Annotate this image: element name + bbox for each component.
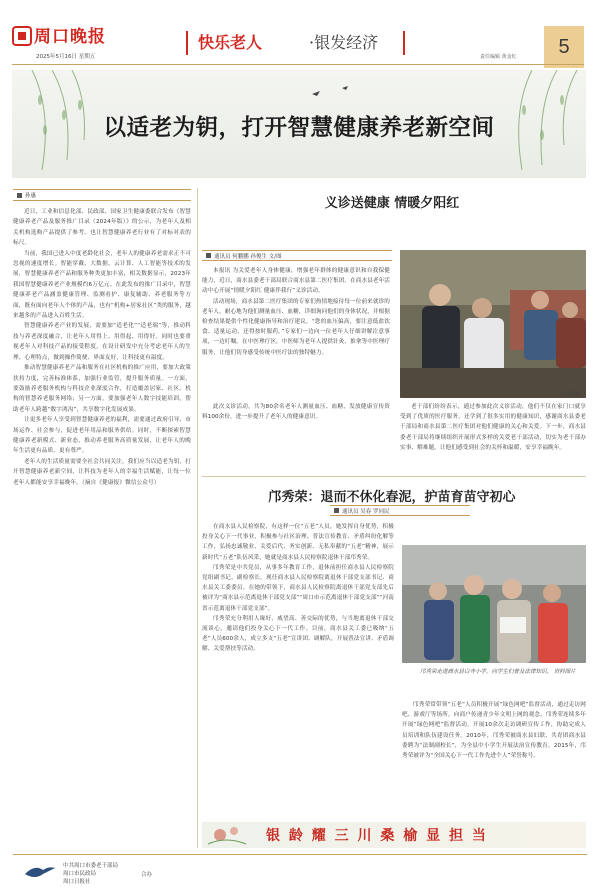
byline-marker-icon [334, 508, 339, 513]
story2-body-right [402, 700, 586, 818]
byline-marker-icon [206, 253, 211, 258]
story1-body-right [400, 402, 586, 470]
page-number: 5 [544, 26, 584, 68]
editor-credit: 责任编辑 黄金红 [480, 54, 517, 60]
story1-body-left-cont [202, 402, 390, 470]
paragraph: 本报讯 为关爱老年人身体健康，增强老年群体的健康意识和自我保健能力，近日，商水县委老干部局联合商水县第二医疗集团，在商水县老年活动中心开展“情暖夕阳红 健康伴我行”义诊活动。 [202, 268, 390, 295]
sponsor-item: 周口日报社 [63, 879, 91, 885]
byline-marker-icon [17, 193, 22, 198]
masthead [0, 0, 600, 72]
paper-name: 周口晚报 [34, 27, 106, 47]
story1-body-left [202, 266, 390, 396]
main-headline: 以适老为钥，打开智慧健康养老新空间 [103, 115, 495, 141]
story1-headline: 义诊送健康 情暖夕阳红 [324, 196, 460, 211]
footer-rule [13, 854, 587, 855]
sponsor-item: 周口市民政局 [63, 871, 97, 877]
paragraph: 让更多老年人享受到智慧健康养老的福利，需要通过政府引导、市场运作、社会参与，促进老年用品和服务供给。同时，不断探索智慧健康养老新模式、新业态，推动养老服务高质量发展，让老年人的晚年生活更有品质、更有尊严。 [13, 417, 191, 455]
sponsor-list [63, 862, 118, 886]
joint-organizer-label: 合办 [141, 872, 153, 878]
swallow-logo-icon [23, 860, 57, 884]
slogan-band [202, 822, 586, 848]
left-article [13, 189, 191, 852]
footer [13, 854, 587, 888]
flower-decoration-icon [206, 822, 266, 848]
story2-headline: 邝秀荣：退而不休化春泥，护苗育苗守初心 [268, 490, 516, 505]
story2-author: 通讯员 吴春 罗同民 [342, 508, 390, 515]
paragraph: 此次义诊活动，共为80余名老年人测量血压、血糖，发放健康宣传资料100余份，进一步提升了老年人的健康意识。 [202, 404, 390, 421]
paragraph: 近日，工业和信息化部、民政部、国家卫生健康委联合发布《智慧健康养老产品及服务推广目录（2024年版）》的公示，为老年人及相关机构选购产品提供了参考。也让智慧健康养老行业有了对标对表的标尺。 [13, 209, 191, 247]
paragraph: 推动智慧健康养老产品和服务在社区机构的推广应用，要加大政策扶持力度，完善标准体系，加强行业监管，提升服务质量。一方面，要鼓励养老服务机构与科技企业深度合作，打造覆盖居家、社区、机构的智慧养老服务网络；另一方面，要加强老年人数字技能培训，帮助老年人跨越“数字鸿沟”，共享数字化发展成果。 [13, 365, 191, 413]
paragraph: 在商水县人民检察院，有这样一位“五老”人员，她发挥自身优势，积极投身关心下一代事业，积极参与社区治理、普法宣传教育、矛盾纠纷化解等工作，弘扬忠诚敬业、关爱后代、务实创新、无私奉献的“五老”精神，展示新时代“五老”队伍风采，她就是商水县人民检察院退休干部邝秀荣。 [202, 524, 394, 561]
left-article-body [13, 207, 191, 488]
column-divider-left [186, 31, 188, 55]
story1-byline [202, 250, 392, 261]
paragraph: 当前，我国已进入中度老龄化社会，老年人的健康养老需求正不可忽视的速度增长。智能穿戴、大数据、云计算、人工智能等技术的发展，智慧健康养老产品和服务种类更加丰富，相关数据显示，2023年我国智慧健康养老产业规模约6万亿元。在此发布的推广目录中，智慧健康养老产品涵盖健康管理、监测看护、康复辅助、养老服务等方面，既有面向老年人个体的产品，也有“机构+居家社区”类的服务，越来越多的产品进入百姓生活。 [13, 250, 191, 320]
story1-author: 通讯员 何鹏鹏 孙俊生 文/图 [214, 253, 282, 260]
issue-date: 2025年5月16日 星期五 [36, 54, 96, 60]
paragraph: 邝秀荣常带领“五老”人员积极开展“绿色网吧”监督活动，通过走访网吧、游戏厅等场所，向商户传递青少年文明上网的观念。邝秀荣连续多年开展“绿色网吧”监督活动，开展10余次走访调研宣传工作，协助完成人员培训和队伍建设任务。2010年，邝秀荣被商水县妇联、共青团商水县委聘为“法制副校长”，为全县中小学生开展法治宣传教育。2015年，邝秀荣被评为“全国关心下一代工作先进个人”荣誉称号。 [402, 702, 586, 760]
school-visit-photo-icon [402, 545, 586, 663]
column-title: 快乐老人 [198, 33, 263, 52]
paper-logo-icon [12, 26, 32, 46]
paragraph: 活动现场，商水县第二医疗集团的专家们热情地接待每一位前来就诊的老年人，耐心地为他们测量血压、血糖，详细询问他们的身体状况，并根据检查结果提供个性化健康指导和治疗建议。“您的血压偏高，要注意低盐饮食、适量运动，还得按时服药。”专家们一边向一位老年人仔细讲解注意事项，一边叮嘱。在中医理疗区，中医师为老年人提供针灸、推拿等中医理疗服务，让他们切身感受传统中医疗法的独特魅力。 [202, 298, 390, 356]
paragraph: 邝秀荣是中共党员，从事多年教育工作，退休前担任商水县人民检察院党组副书记、副检察长。现任商水县人民检察院离退休干部党支部书记、商水县关工委委员。在她的带领下，商水县人民检察院离退休干部党支部先后被评为“商水县示范离退休干部党支部”“周口市示范离退休干部党支部”“河南省示范离退休干部党支部”。 [202, 564, 394, 612]
paragraph: 老年人的生活质量需要全社会共同关注。我们应当以适老为钥，打开智慧健康养老新空间，让科技为老年人的幸福生活赋能，让每一位老年人都能安享幸福晚年。（摘自《健康报》微信公众号） [13, 458, 191, 486]
story2-body-left [202, 522, 394, 818]
masthead-rule [12, 64, 584, 65]
paragraph: 邝秀荣充分利用人缘好、威望高、善交际的优势，与当地离退休干部交流谈心，邀请他们投身关心下一代工作。目前，商水县关工委已吸纳“五老”人员600余人，成立多支“五老”宣讲团、调解队，开展普法宣讲、矛盾调解、关爱帮扶等活动。 [202, 615, 394, 653]
story-divider [202, 476, 586, 477]
slogan-text: 银 龄 耀 三 川 桑 榆 显 担 当 [266, 828, 488, 844]
health-checkup-photo-icon [400, 250, 586, 398]
sponsor-item: 中共周口市委老干部局 [63, 863, 119, 869]
story2-photo-caption: 邝秀荣走进商水县白寺小学，向学生们普及法律知识。 资料图片 [420, 669, 576, 675]
story1-photo [400, 250, 586, 398]
story2-photo [402, 545, 586, 663]
left-article-author: 孙惠 [25, 193, 37, 199]
story1-photo-caption: 义诊现场。 [558, 391, 586, 397]
column-divider-right [403, 31, 405, 55]
paragraph: 老干部们纷纷表示，通过参加此次义诊活动，他们不仅在家门口就享受到了优质的医疗服务，还学到了很多实用的健康知识，感谢商水县委老干部局和商水县第二医疗集团对他们健康的关心和关爱。下一步，商水县委老干部局将继续组织开展形式多样的关爱老干部活动，切实为老干部办实事、解难题，让他们感受到社会的关怀和温暖，安享幸福晚年。 [400, 404, 586, 451]
headline-banner [12, 70, 586, 178]
column-separator [197, 188, 198, 848]
paragraph: 智慧健康养老产业的发展，需要加“适老化”“适老端”等，推动科技与养老深度融合，让老年人用得上、用得起、用得好。同时也要重视老年人对科技产品的接受程度，在设计研发中充分考虑老年人的生理、心理特点，做到操作简便、界面友好，让科技更有温度。 [13, 323, 191, 361]
left-article-byline [13, 189, 191, 201]
column-subtitle: ·银发经济 [309, 33, 379, 52]
story2-byline [330, 505, 470, 516]
